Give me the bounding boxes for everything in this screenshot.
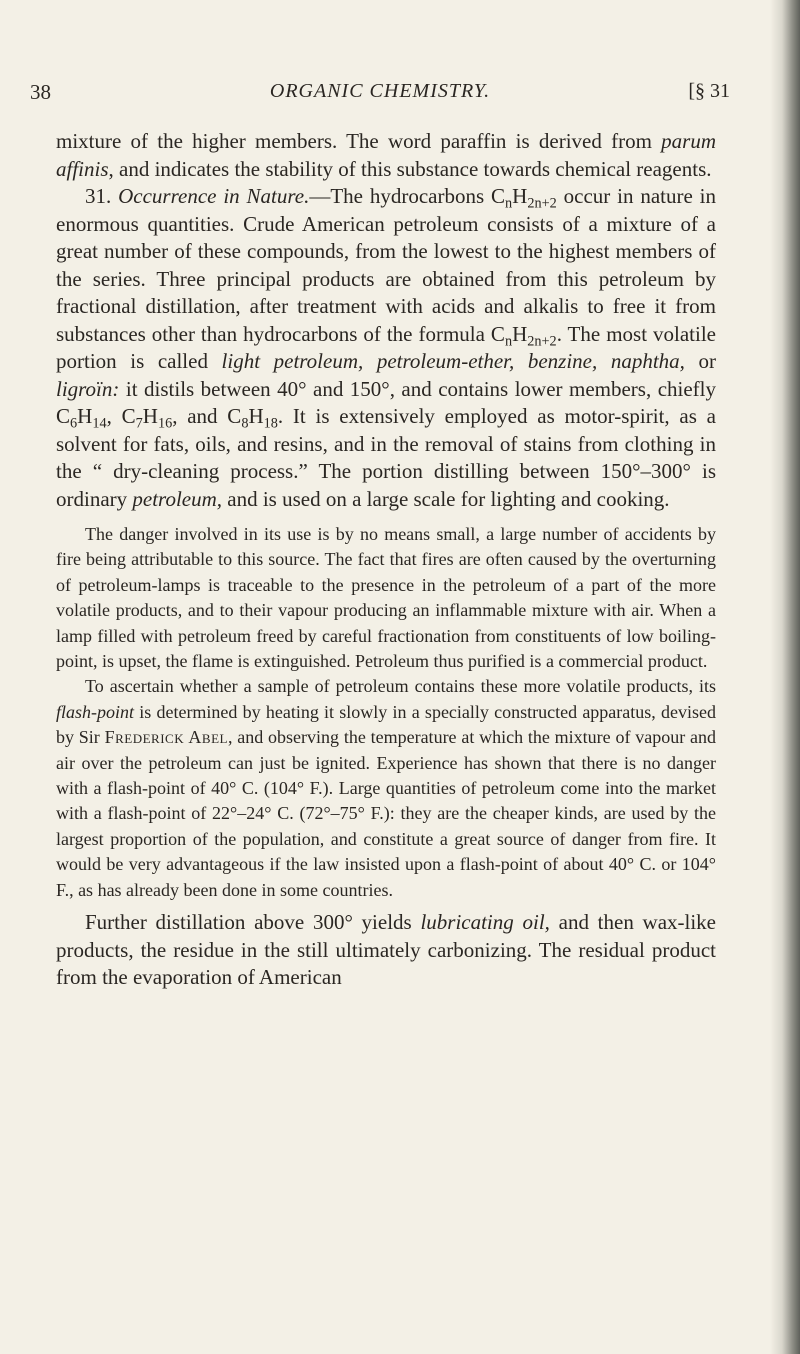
text-run: , C — [106, 404, 136, 428]
person-name: Frederick Abel — [104, 727, 228, 748]
text-run: is determined by heating it slowly in a specially constructed apparatus, devised by Sir — [56, 701, 716, 748]
section-reference: [§ 31 — [688, 80, 730, 102]
text-run: , and C — [172, 404, 242, 428]
section-heading: Occurrence in Nature. — [118, 184, 310, 208]
page-header — [30, 80, 730, 110]
text-run: H — [512, 321, 528, 346]
formula-subscript: 7 — [135, 415, 143, 432]
running-title: ORGANIC CHEMISTRY. — [269, 80, 491, 102]
page-edge-shadow — [770, 0, 800, 1354]
formula-subscript: 18 — [263, 415, 278, 432]
paragraph-further-distillation — [56, 909, 716, 992]
text-run: it distils between 40° and 150°, and contains lower members, chiefly C — [56, 376, 716, 428]
term-flash-point: flash-point — [56, 701, 135, 722]
text-run: or — [684, 349, 716, 373]
formula-subscript: 16 — [157, 415, 173, 432]
product-names: light petroleum, petroleum-ether, benzine, naphtha, — [221, 349, 685, 373]
text-run: and is used on a large scale for lighting and cooking. — [222, 486, 670, 511]
term-petroleum: petroleum, — [132, 486, 223, 511]
formula-subscript: n — [505, 195, 513, 212]
text-run: H — [248, 404, 264, 428]
paragraph-flash-point — [56, 674, 716, 903]
formula-subscript: 6 — [70, 415, 78, 432]
product-name-ligroin: ligroïn: — [56, 376, 120, 401]
formula-subscript: 2n+2 — [527, 332, 557, 349]
paragraph-occurrence-in-nature — [56, 183, 716, 513]
text-run: H — [512, 184, 528, 208]
formula-subscript: 2n+2 — [527, 195, 557, 212]
text-run: mixture of the higher members. The word paraffin is derived from — [56, 129, 662, 153]
text-run: Further distillation above 300° yields — [85, 910, 421, 935]
formula-subscript: 8 — [241, 415, 249, 432]
page-number: 38 — [30, 80, 51, 104]
text-run: To ascertain whether a sample of petroleum contains these more volatile products, its — [85, 676, 716, 697]
latin-phrase: parum affinis — [56, 129, 716, 181]
paragraph-danger: The danger involved in its use is by no means small, a large number of accidents by fire being attributable to this source. The fact that fires are often caused by the overturning of petroleum-lamps is traceable to the presence in the petroleum of a part of the more volatile products, and to their vapour producing an inflammable mixture with air. When a lamp filled with petroleum freed by careful fractionation from constituents of low boiling-point, is upset, the flame is extinguished. Petroleum thus purified is a commercial product. — [56, 524, 716, 672]
text-run: —The hydrocarbons C — [309, 184, 506, 208]
term-lubricating-oil: lubricating oil, — [420, 910, 550, 935]
text-run: H — [77, 404, 93, 428]
section-number: 31. — [85, 184, 119, 208]
text-run: , and observing the temperature at which the mixture of vapour and air over the petroleum can just be ignited. Experience has shown that there is no danger with a flash-point of 40° C. (104° F.). Large quantities of petroleum come into the market with a flash-point of 22°–24° C. (72°–75° F.): they are the cheaper kinds, are used by the largest proportion of the population, and constitute a great source of danger from fire. It would be very advantageous if the law insisted upon a flash-point of about 40° C. or 104° F., as has already been done in some countries. — [56, 727, 717, 900]
text-run: . It is extensively employed as motor-spirit, as a solvent for fats, oils, and resins, and in the removal of stains from clothing in the “ dry-cleaning process.” The portion distilling between 150°–300° is ordinary — [56, 404, 716, 511]
formula-subscript: 14 — [92, 415, 107, 432]
page-body — [56, 128, 716, 992]
text-run: occur in nature in enormous quantities. Crude American petroleum consists of a mixture of a great number of these compounds, from the lowest to the highest members of the series. Three principal products are obtained from this petroleum by fractional distillation, after treatment with acids and alkalis to free it from substances other than hydrocarbons of the formula C — [56, 184, 716, 346]
text-run: and then wax-like products, the residue in the still ultimately carbonizing. The residual product from the evaporation of American — [56, 910, 716, 990]
formula-subscript: n — [504, 332, 513, 349]
text-run: H — [142, 404, 158, 428]
paragraph-paraffin-etymology — [56, 128, 716, 183]
text-run: . The most volatile portion is called — [56, 321, 716, 373]
text-run: , and indicates the stability of this substance towards chemical reagents. — [108, 156, 712, 181]
